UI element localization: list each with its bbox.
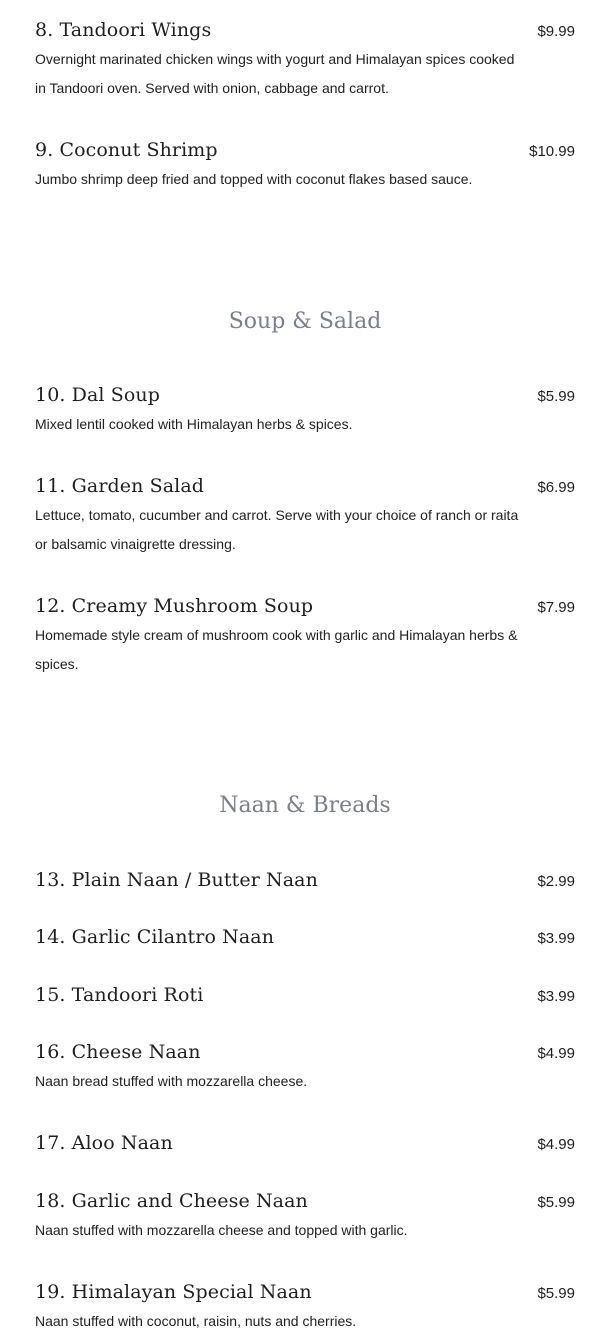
item-description: Lettuce, tomato, cucumber and carrot. Serve with your choice of ranch or raita or balsamic vinaigrette dressing. bbox=[35, 507, 519, 552]
item-price: $5.99 bbox=[537, 1285, 575, 1302]
item-name: 13. Plain Naan / Butter Naan bbox=[35, 869, 318, 891]
item-name: 15. Tandoori Roti bbox=[35, 984, 204, 1006]
menu-item bbox=[35, 595, 575, 678]
item-price: $4.99 bbox=[537, 1045, 575, 1062]
item-price: $9.99 bbox=[537, 23, 575, 40]
item-name: 16. Cheese Naan bbox=[35, 1041, 201, 1063]
menu-item bbox=[35, 926, 575, 948]
item-price: $7.99 bbox=[537, 599, 575, 616]
item-price: $5.99 bbox=[537, 388, 575, 405]
item-name: 19. Himalayan Special Naan bbox=[35, 1281, 312, 1303]
menu-item bbox=[35, 869, 575, 891]
menu-item bbox=[35, 19, 575, 102]
item-price: $5.99 bbox=[537, 1194, 575, 1211]
item-description: Naan bread stuffed with mozzarella cheese. bbox=[35, 1073, 308, 1089]
item-name: 14. Garlic Cilantro Naan bbox=[35, 926, 275, 948]
item-name: 17. Aloo Naan bbox=[35, 1132, 173, 1154]
item-price: $4.99 bbox=[537, 1136, 575, 1153]
menu-item bbox=[35, 1190, 575, 1245]
item-name: 18. Garlic and Cheese Naan bbox=[35, 1190, 308, 1212]
section-title-naan-breads: Naan & Breads bbox=[219, 793, 391, 818]
item-description: Overnight marinated chicken wings with yogurt and Himalayan spices cooked in Tandoori oven. Served with onion, cabbage and carrot. bbox=[35, 51, 515, 96]
item-description: Homemade style cream of mushroom cook with garlic and Himalayan herbs & spices. bbox=[35, 627, 518, 672]
section-title-soup-salad: Soup & Salad bbox=[228, 309, 382, 334]
item-name: 8. Tandoori Wings bbox=[35, 19, 212, 41]
item-description: Naan stuffed with mozzarella cheese and topped with garlic. bbox=[35, 1222, 408, 1238]
item-description: Jumbo shrimp deep fried and topped with coconut flakes based sauce. bbox=[35, 171, 473, 187]
menu-item bbox=[35, 984, 575, 1006]
item-name: 10. Dal Soup bbox=[35, 384, 160, 406]
item-price: $3.99 bbox=[537, 988, 575, 1005]
menu-item bbox=[35, 139, 575, 194]
item-name: 11. Garden Salad bbox=[35, 475, 205, 497]
item-price: $3.99 bbox=[537, 930, 575, 947]
item-name: 9. Coconut Shrimp bbox=[35, 139, 218, 161]
item-price: $10.99 bbox=[529, 143, 575, 160]
item-price: $2.99 bbox=[537, 873, 575, 890]
item-description: Mixed lentil cooked with Himalayan herbs & spices. bbox=[35, 416, 353, 432]
menu-item bbox=[35, 1281, 575, 1336]
item-name: 12. Creamy Mushroom Soup bbox=[35, 595, 314, 617]
menu-item bbox=[35, 384, 575, 439]
menu-item bbox=[35, 1041, 575, 1096]
menu-item bbox=[35, 1132, 575, 1154]
menu-item bbox=[35, 475, 575, 558]
item-description: Naan stuffed with coconut, raisin, nuts and cherries. bbox=[35, 1313, 357, 1329]
item-price: $6.99 bbox=[537, 479, 575, 496]
